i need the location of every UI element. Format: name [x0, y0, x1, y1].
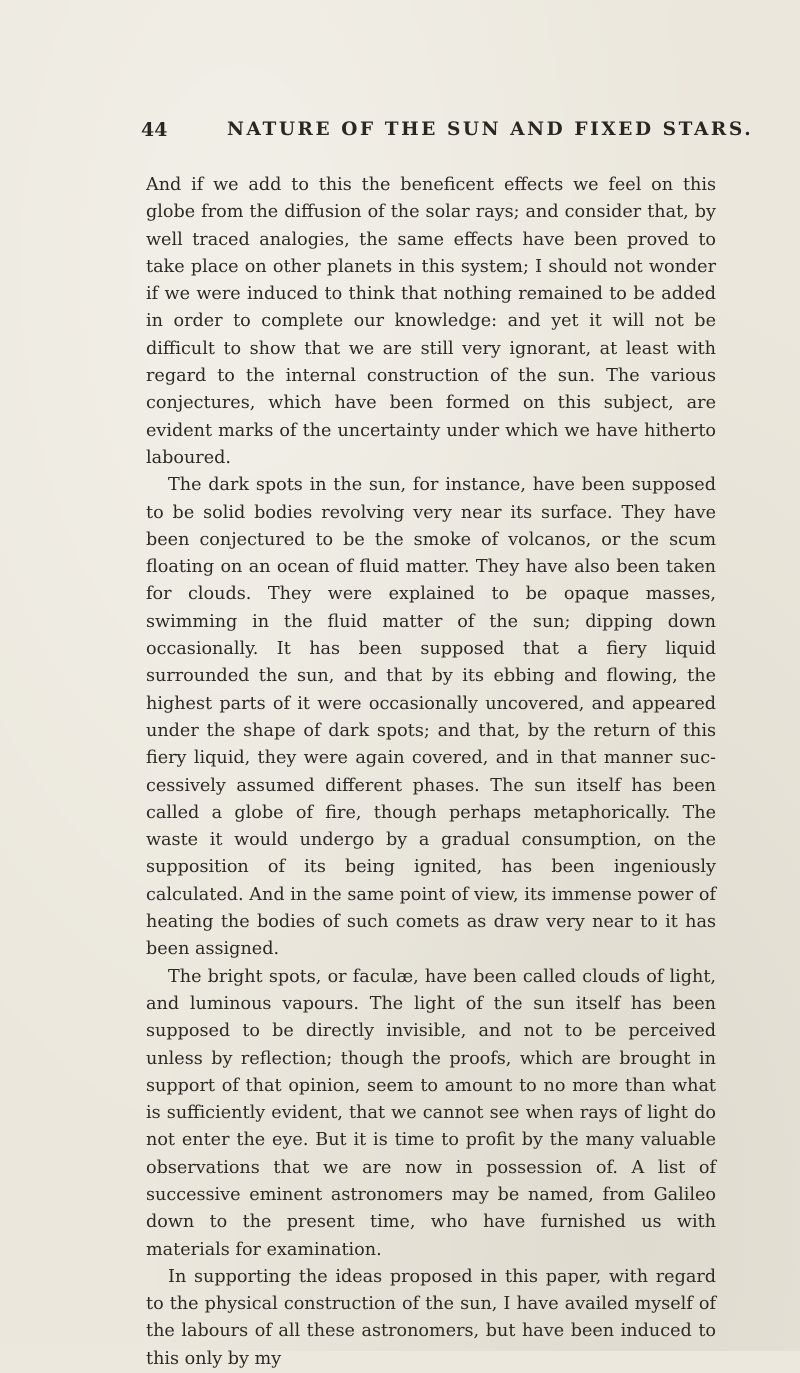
- running-title: NATURE OF THE SUN AND FIXED STARS.: [227, 119, 754, 140]
- paragraph: The dark spots in the sun, for instance, have been supposed to be solid bodies revolving very near its surface. They have been conjectured to be the smoke of volcanos, or the scum floating on an ocean of fluid matter. They have also been taken for clouds. They were explained to be opaque masses, swimming in the fluid matter of the sun; dipping down occasionally. It has been supposed that a fiery liquid surrounded the sun, and that by its ebbing and flowing, the highest parts of it were occasionally uncovered, and appeared under the shape of dark spots; and that, by the return of this fiery liquid, they were again covered, and in that manner successively assumed different phases. The sun itself has been called a globe of fire, though perhaps metaphorically. The waste it would undergo by a gradual consumption, on the supposition of its being ignited, has been ingeniously calculated. And in the same point of view, its immense power of heating the bodies of such comets as draw very near to it has been assigned.: [146, 475, 716, 960]
- running-head: [141, 119, 754, 147]
- paragraph: In supporting the ideas proposed in this paper, with regard to the physical construction of the sun, I have availed myself of the labours of all these astronomers, but have been induced to this only by my: [146, 1266, 716, 1369]
- page-number: 44: [141, 119, 168, 141]
- paragraph: And if we add to this the beneficent effects we feel on this globe from the diffusion of the solar rays; and consider that, by well traced analogies, the same effects have been proved to take place on other planets in this system; I should not wonder if we were induced to think that nothing remained to be added in order to complete our knowledge: and yet it will not be difficult to show that we are still very ignorant, at least with regard to the internal construction of the sun. The various conjectures, which have been formed on this subject, are evident marks of the uncertainty under which we have hitherto laboured.: [146, 175, 716, 468]
- body-text: [146, 172, 716, 1373]
- paragraph: The bright spots, or faculæ, have been called clouds of light, and luminous vapours. The light of the sun itself has been supposed to be directly invisible, and not to be perceived unless by reflection; though the proofs, which are brought in support of that opinion, seem to amount to no more than what is sufficiently evident, that we cannot see when rays of light do not enter the eye. But it is time to profit by the many valuable observations that we are now in possession of. A list of successive eminent astronomers may be named, from Galileo down to the present time, who have furnished us with materials for examination.: [146, 966, 716, 1260]
